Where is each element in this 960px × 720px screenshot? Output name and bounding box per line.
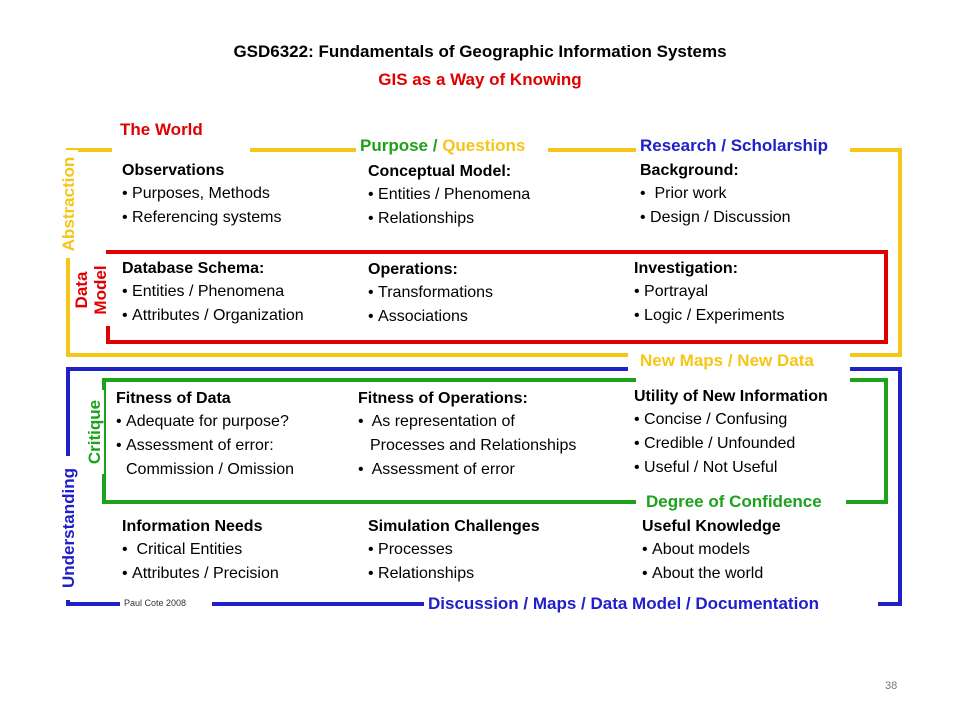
cell-heading: Database Schema: [122, 260, 265, 277]
slide-title: GSD6322: Fundamentals of Geographic Information Systems [233, 42, 727, 61]
bullet-item: • Prior work [640, 185, 791, 203]
critique-label: Critique [86, 390, 104, 474]
cell-heading: Operations: [368, 261, 458, 278]
the-world-label: The World [116, 120, 207, 140]
cell-heading: Conceptual Model: [368, 163, 512, 180]
cell-heading: Fitness of Operations: [358, 390, 528, 407]
cell-useful-knowledge [642, 518, 781, 583]
degree-of-confidence-label: Degree of Confidence [642, 492, 826, 512]
continuation-line: Commission / Omission [126, 461, 295, 478]
understanding-frame-right [850, 369, 900, 604]
cell-fitness-of-data [116, 390, 294, 479]
bullet-item: • Processes [368, 541, 540, 559]
purpose-questions-label [356, 136, 529, 156]
critique-frame-right [846, 380, 886, 502]
questions-text: Questions [442, 136, 526, 155]
bullet-item: • Useful / Not Useful [634, 459, 828, 477]
data-label: Data [72, 271, 91, 309]
bullet-item: • Associations [368, 308, 493, 326]
cell-simulation-challenges [368, 518, 540, 583]
data-model-label [72, 254, 110, 326]
cell-investigation [634, 260, 785, 325]
slide-subtitle: GIS as a Way of Knowing [378, 70, 582, 89]
cell-heading: Background: [640, 162, 739, 179]
cell-fitness-of-operations [358, 390, 576, 479]
cell-heading: Investigation: [634, 260, 739, 277]
bullet-item: • Critical Entities [122, 541, 279, 559]
bullet-item: • Credible / Unfounded [634, 435, 828, 453]
bullet-item: • Adequate for purpose? [116, 413, 294, 431]
author-credit: Paul Cote 2008 [124, 598, 187, 608]
cell-operations [368, 261, 493, 326]
continuation-line: Processes and Relationships [370, 437, 577, 454]
bullet-item: • Attributes / Organization [122, 307, 304, 325]
cell-observations [122, 162, 281, 227]
bullet-item: • Assessment of error: [116, 437, 294, 455]
cell-heading: Information Needs [122, 518, 263, 535]
bullet-item: • As representation of [358, 413, 576, 431]
cell-heading: Utility of New Information [634, 388, 828, 405]
bullet-item: • Relationships [368, 565, 540, 583]
bullet-item: • Design / Discussion [640, 209, 791, 227]
bullet-item: • Entities / Phenomena [368, 186, 530, 204]
bullet-item: • Relationships [368, 210, 530, 228]
page-number: 38 [885, 680, 898, 692]
bullet-item: • Assessment of error [358, 461, 576, 479]
bullet-item: • Purposes, Methods [122, 185, 281, 203]
bullet-item: • Referencing systems [122, 209, 281, 227]
cell-utility-of-new-information [634, 388, 828, 477]
cell-conceptual-model [368, 163, 530, 228]
cell-heading: Useful Knowledge [642, 518, 781, 535]
cell-heading: Fitness of Data [116, 390, 231, 407]
research-scholarship-label: Research / Scholarship [636, 136, 832, 156]
bullet-item: • Concise / Confusing [634, 411, 828, 429]
cell-background [640, 162, 791, 227]
cell-heading: Simulation Challenges [368, 518, 540, 535]
bullet-item: • Transformations [368, 284, 493, 302]
cell-information-needs [122, 518, 279, 583]
bullet-item: • Logic / Experiments [634, 307, 785, 325]
abstraction-label: Abstraction [60, 150, 78, 258]
bullet-item: • About the world [642, 565, 781, 583]
understanding-label: Understanding [60, 456, 78, 600]
bullet-item: • Attributes / Precision [122, 565, 279, 583]
discussion-bottom-label: Discussion / Maps / Data Model / Documentation [424, 594, 823, 614]
bullet-item: • Entities / Phenomena [122, 283, 304, 301]
bullet-item: • Portrayal [634, 283, 785, 301]
bullet-item: • About models [642, 541, 781, 559]
cell-database-schema [122, 260, 304, 325]
new-maps-new-data-label: New Maps / New Data [636, 351, 818, 371]
model-label: Model [91, 265, 110, 315]
cell-heading: Observations [122, 162, 225, 179]
purpose-text: Purpose / [360, 136, 443, 155]
